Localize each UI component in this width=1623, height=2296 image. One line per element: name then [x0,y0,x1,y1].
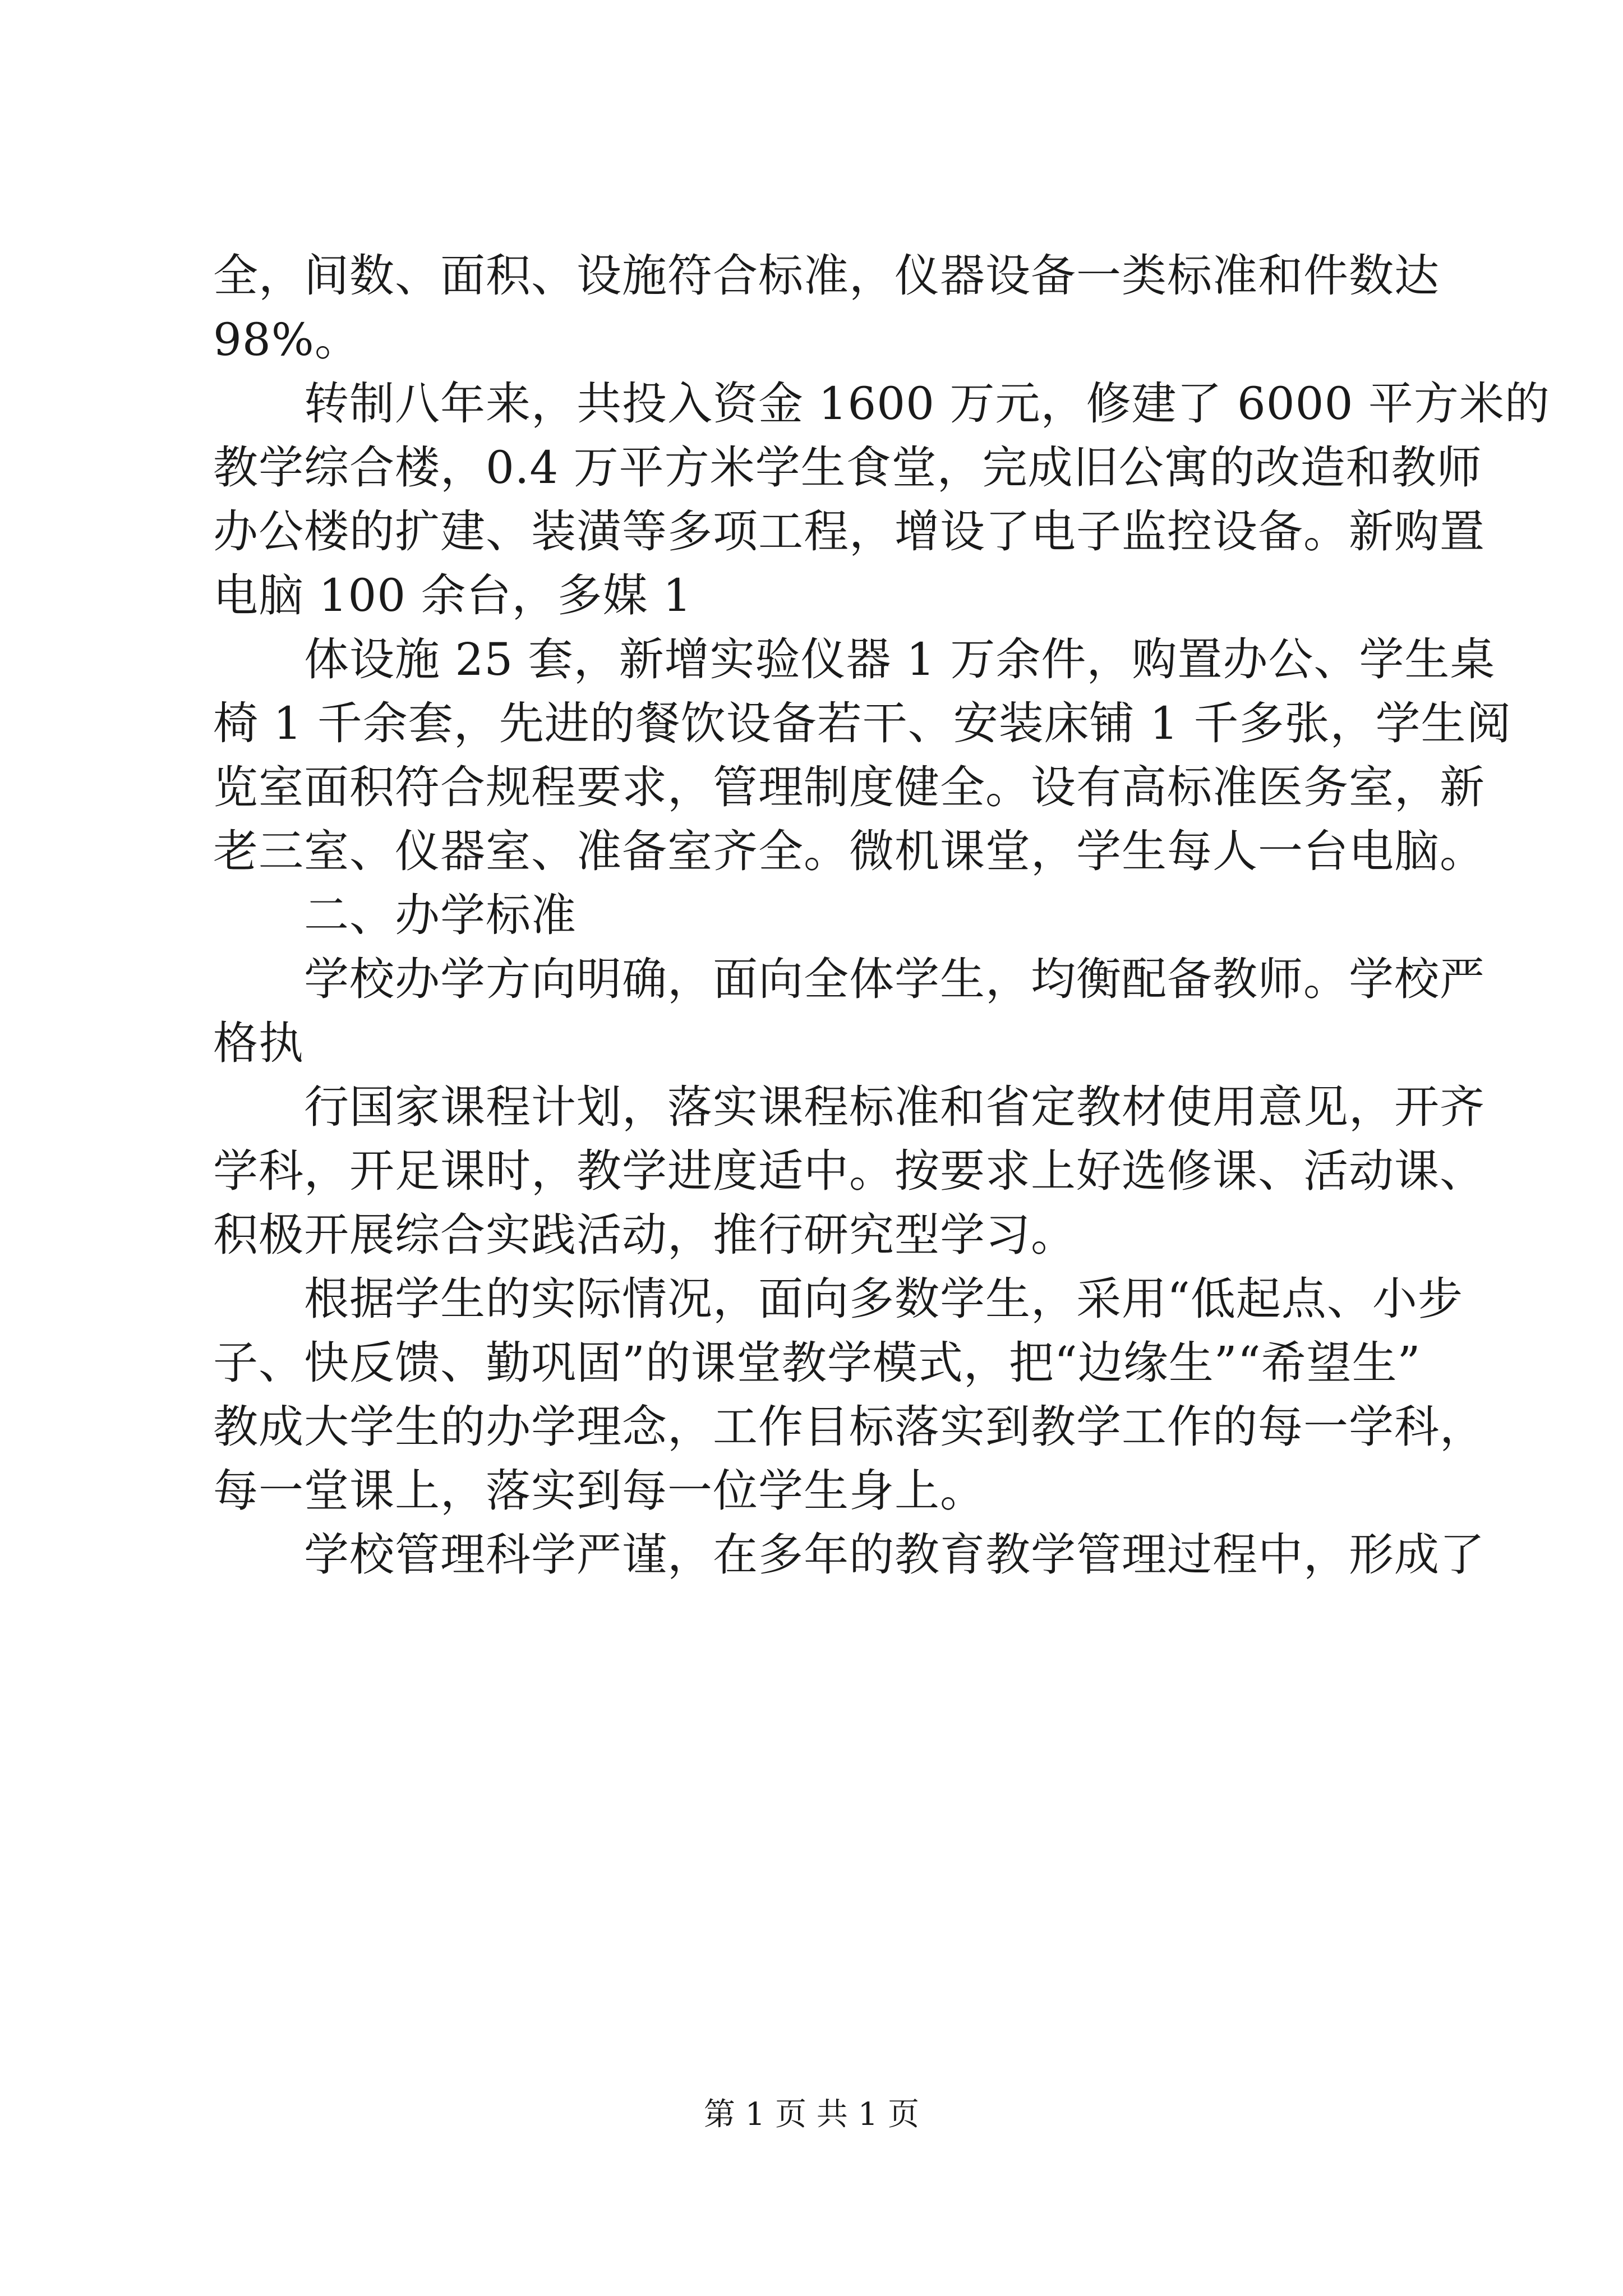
text-line: 98%。 [213,314,360,366]
page-footer [0,2095,1623,2134]
text-line: 办公楼的扩建、装潢等多项工程，增设了电子监控设备。新购置 [213,505,1485,558]
text-line: 电脑 100 余台，多媒 1 [213,569,692,622]
text-line: 积极开展综合实践活动，推行研究型学习。 [213,1209,1076,1261]
text-line: 体设施 25 套，新增实验仪器 1 万余件，购置办公、学生桌 [304,633,1496,685]
section-heading: 二、办学标准 [304,889,577,941]
text-line: 教学综合楼，0.4 万平方米学生食堂，完成旧公寓的改造和教师 [213,441,1482,494]
text-line: 每一堂课上，落实到每一位学生身上。 [213,1465,985,1517]
text-line: 学校办学方向明确，面向全体学生，均衡配备教师。学校严 [304,953,1485,1005]
text-line: 览室面积符合规程要求，管理制度健全。设有高标准医务室，新 [213,761,1485,813]
text-line: 根据学生的实际情况，面向多数学生，采用“低起点、小步 [304,1273,1463,1325]
document-body [213,244,1550,1587]
text-line: 教成大学生的办学理念，工作目标落实到教学工作的每一学科， [213,1401,1485,1453]
page-number: 第 1 页 共 1 页 [703,2096,920,2133]
text-line: 转制八年来，共投入资金 1600 万元，修建了 6000 平方米的 [304,378,1550,430]
text-line: 学科，开足课时，教学进度适中。按要求上好选修课、活动课、 [213,1145,1485,1197]
text-line: 行国家课程计划，落实课程标准和省定教材使用意见，开齐 [304,1081,1485,1133]
text-line: 子、快反馈、勤巩固”的课堂教学模式，把“边缘生”“希望生” [213,1337,1421,1389]
text-line: 格执 [213,1017,304,1069]
text-line: 全，间数、面积、设施符合标准，仪器设备一类标准和件数达 [213,250,1440,302]
text-line: 老三室、仪器室、准备室齐全。微机课堂，学生每人一台电脑。 [213,825,1485,877]
text-line: 学校管理科学严谨，在多年的教育教学管理过程中，形成了 [304,1529,1485,1581]
text-line: 椅 1 千余套，先进的餐饮设备若干、安装床铺 1 千多张，学生阅 [213,697,1512,749]
